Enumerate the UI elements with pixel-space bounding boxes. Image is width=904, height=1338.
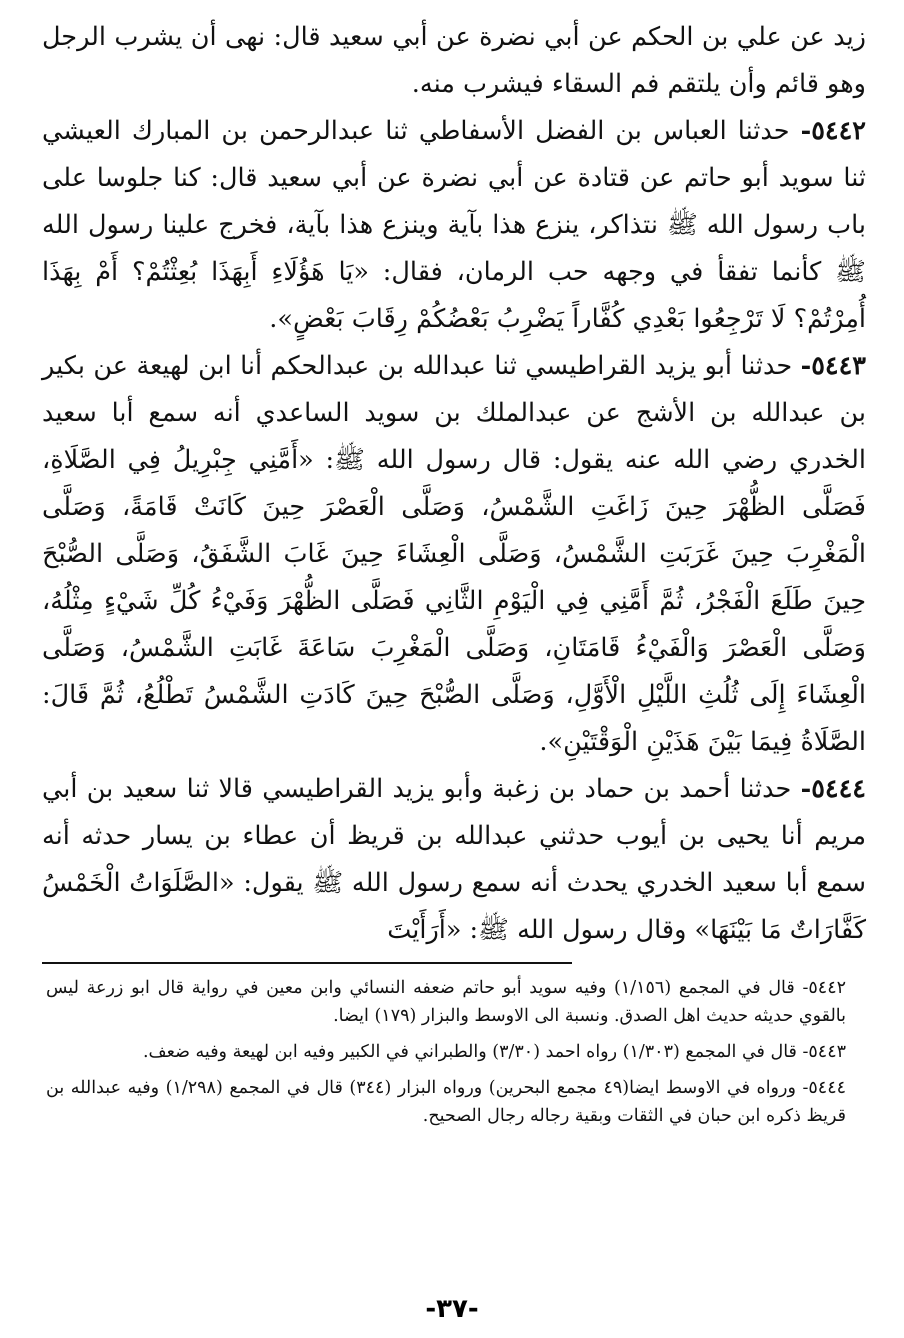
main-text: [42, 14, 866, 954]
footnote-5443: ٥٤٤٣- قال في المجمع (١/٣٠٣) رواه احمد (٣/٣٠) والطبراني في الكبير وفيه ابن لهيعة وفيه ضعف.: [142, 1042, 846, 1062]
hadith-text: حدثنا أبو يزيد القراطيسي ثنا عبدالله بن عبدالحكم أنا ابن لهيعة عن بكير بن عبدالله بن الأشج عن عبدالملك بن سويد الساعدي أنه سمع أبا سعيد الخدري رضي الله عنه يقول: قال رسول الله ﷺ: «أَمَّنِي جِبْرِيلُ فِي الصَّلَاةِ، فَصَلَّى الظُّهْرَ حِينَ زَاغَتِ الشَّمْسُ، وَصَلَّى الْعَصْرَ حِينَ كَانَتْ قَامَةً، وَصَلَّى الْمَغْرِبَ حِينَ غَرَبَتِ الشَّمْسُ، وَصَلَّى الْعِشَاءَ حِينَ غَابَ الشَّفَقُ، وَصَلَّى الصُّبْحَ حِينَ طَلَعَ الْفَجْرُ، ثُمَّ أَمَّنِي فِي الْيَوْمِ الثَّانِي فَصَلَّى الظُّهْرَ وَفَيْءُ كُلِّ شَيْءٍ مِثْلُهُ، وَصَلَّى الْعَصْرَ وَالْفَيْءُ قَامَتَانِ، وَصَلَّى الْمَغْرِبَ سَاعَةَ غَابَتِ الشَّمْسُ، وَصَلَّى الْعِشَاءَ إِلَى ثُلُثِ اللَّيْلِ الْأَوَّلِ، وَصَلَّى الصُّبْحَ حِينَ كَادَتِ الشَّمْسُ تَطْلُعُ، ثُمَّ قَالَ: الصَّلَاةُ فِيمَا بَيْنَ هَذَيْنِ الْوَقْتَيْنِ».: [42, 351, 866, 757]
page-number: -٣٧-: [425, 1294, 479, 1324]
hadith-number: ٥٤٤٢-: [800, 116, 867, 146]
footnote-5444: ٥٤٤٤- ورواه في الاوسط ايضا(٤٩ مجمع البحرين) ورواه البزار (٣٤٤) قال في المجمع (١/٢٩٨) وفيه عبدالله بن قريظ ذكره ابن حبان في الثقات وبقية رجاله رجال الصحيح.: [46, 1078, 846, 1126]
continuation-paragraph: زيد عن علي بن الحكم عن أبي نضرة عن أبي سعيد قال: نهى أن يشرب الرجل وهو قائم وأن يلتقم فم السقاء فيشرب منه.: [42, 22, 866, 99]
hadith-number: ٥٤٤٣-: [800, 351, 866, 381]
hadith-5444: [42, 766, 866, 954]
footnote-separator: [42, 962, 572, 964]
hadith-number: ٥٤٤٤-: [800, 774, 866, 804]
hadith-5442: [42, 108, 866, 343]
hadith-text: حدثنا أحمد بن حماد بن زغبة وأبو يزيد القراطيسي قالا ثنا سعيد بن أبي مريم أنا يحيى بن أيوب حدثني عبدالله بن قريظ أن عطاء بن يسار حدثه أنه سمع أبا سعيد الخدري يحدث أنه سمع رسول الله ﷺ يقول: «الصَّلَوَاتُ الْخَمْسُ كَفَّارَاتٌ مَا بَيْنَهَا» وقال رسول الله ﷺ: «أَرَأَيْتَ: [42, 774, 866, 945]
hadith-text: حدثنا العباس بن الفضل الأسفاطي ثنا عبدالرحمن بن المبارك العيشي ثنا سويد أبو حاتم عن قتادة عن أبي نضرة عن أبي سعيد قال: كنا جلوسا على باب رسول الله ﷺ نتذاكر، ينزع هذا بآية وينزع هذا بآية، فخرج علينا رسول الله ﷺ كأنما تفقأ في وجهه حب الرمان، فقال: «يَا هَؤُلَاءِ أَبِهَذَا بُعِثْتُمْ؟ أَمْ بِهَذَا أُمِرْتُمْ؟ لَا تَرْجِعُوا بَعْدِي كُفَّاراً يَضْرِبُ بَعْضُكُمْ رِقَابَ بَعْضٍ».: [42, 116, 866, 334]
footnote-5442: ٥٤٤٢- قال في المجمع (١/١٥٦) وفيه سويد أبو حاتم ضعفه النسائي وابن معين في رواية قال ابو زرعة ليس بالقوي حديثه حديث اهل الصدق. ونسبة الى الاوسط والبزار (١٧٩) ايضا.: [46, 978, 846, 1026]
footnotes: [46, 974, 846, 1130]
hadith-5443: [42, 343, 866, 766]
